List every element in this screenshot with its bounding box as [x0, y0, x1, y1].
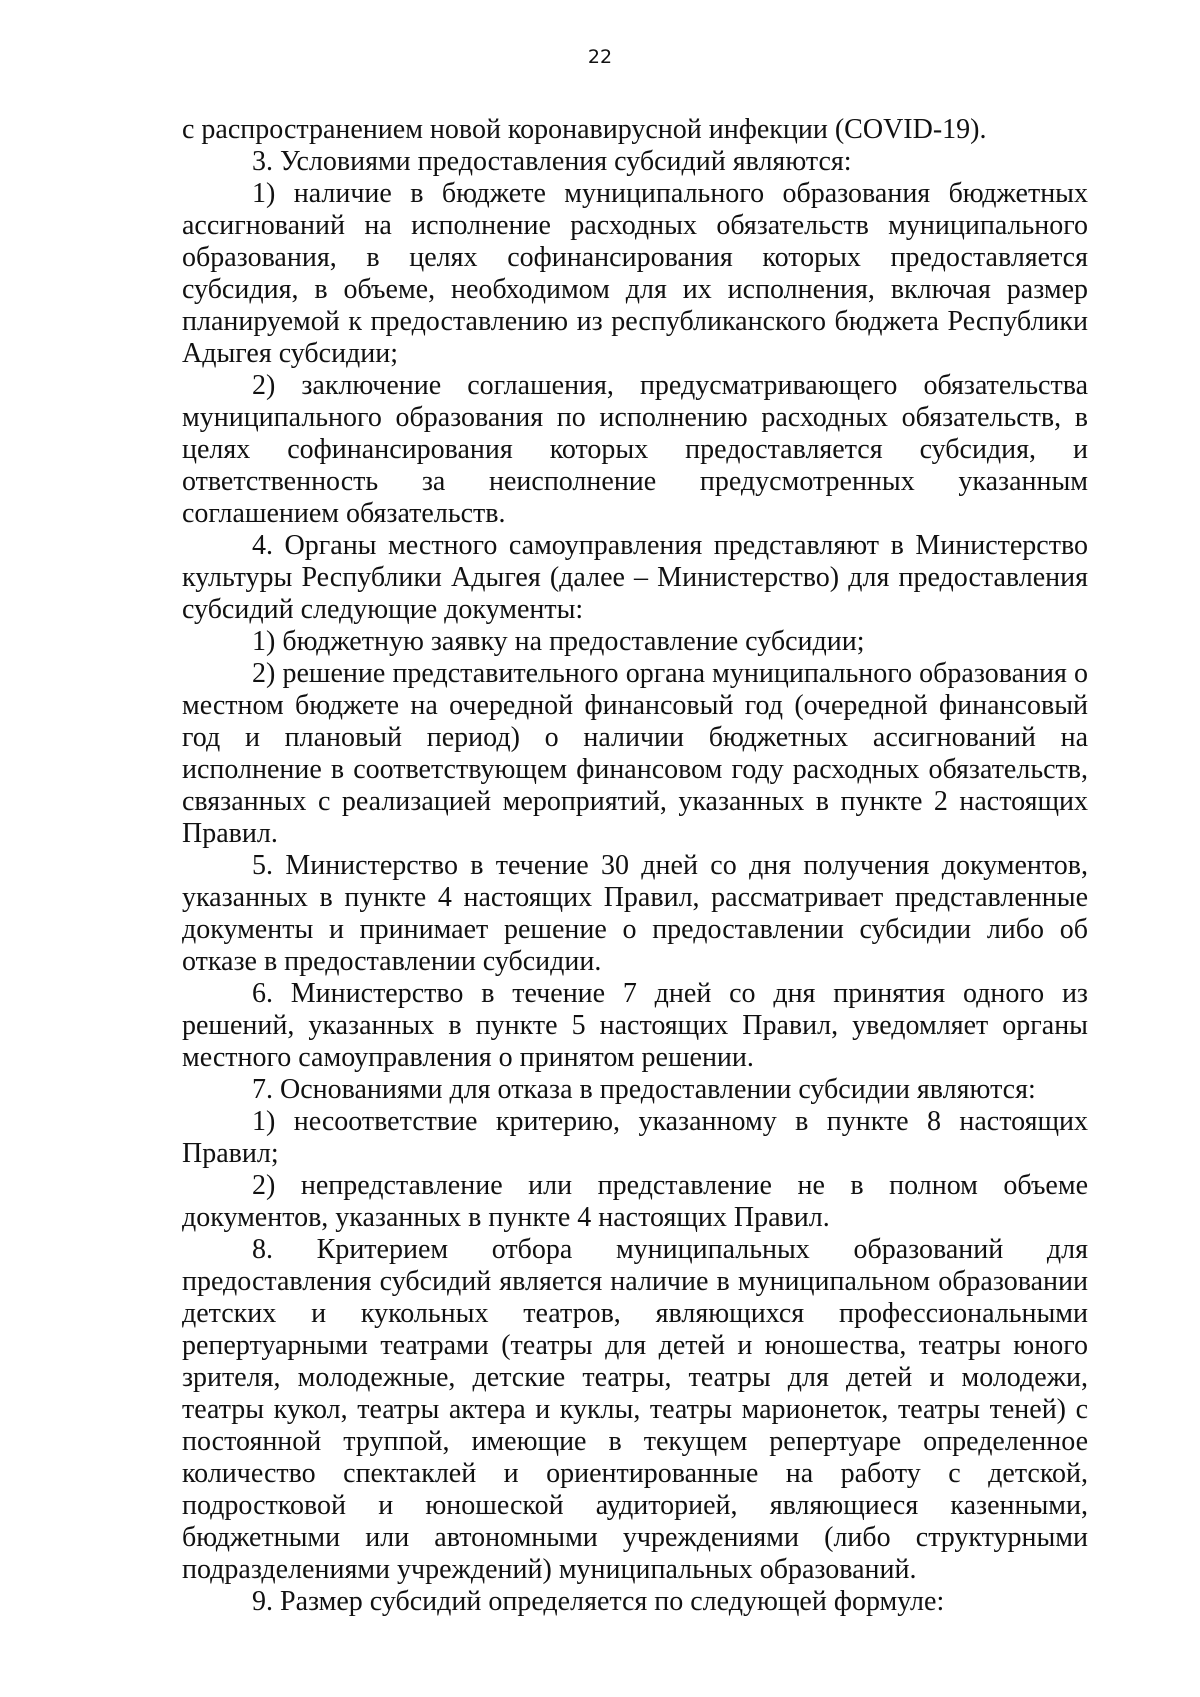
- paragraph-continuation: с распространением новой коронавирусной инфекции (COVID-19).: [182, 114, 987, 145]
- paragraph-item-7: 7. Основаниями для отказа в предоставлении субсидии являются:: [252, 1074, 1036, 1105]
- paragraph-item-4-1: 1) бюджетную заявку на предоставление субсидии;: [252, 626, 865, 657]
- paragraph-item-3: 3. Условиями предоставления субсидий являются:: [252, 146, 852, 177]
- paragraph-item-3-1: 1) наличие в бюджете муниципального образования бюджетных ассигнований на исполнение расходных обязательств муниципального образования, в целях софинансирования которых предоставляется субсидия, в объеме, необходимом для их исполнения, включая размер планируемой к предоставлению из республиканского бюджета Республики Адыгея субсидии;: [182, 178, 1088, 369]
- page-number: 22: [587, 46, 613, 68]
- paragraph-item-7-2: 2) непредставление или представление не в полном объеме документов, указанных в пункте 4 настоящих Правил.: [182, 1170, 1088, 1233]
- paragraph-item-6: 6. Министерство в течение 7 дней со дня принятия одного из решений, указанных в пункте 5 настоящих Правил, уведомляет органы местного самоуправления о принятом решении.: [182, 978, 1088, 1073]
- paragraph-item-7-1: 1) несоответствие критерию, указанному в пункте 8 настоящих Правил;: [182, 1106, 1088, 1169]
- paragraph-item-4-2: 2) решение представительного органа муниципального образования о местном бюджете на очередной финансовый год (очередной финансовый год и плановый период) о наличии бюджетных ассигнований на исполнение в соответствующем финансовом году расходных обязательств, связанных с реализацией мероприятий, указанных в пункте 2 настоящих Правил.: [182, 658, 1088, 849]
- paragraph-item-3-2: 2) заключение соглашения, предусматривающего обязательства муниципального образования по исполнению расходных обязательств, в целях софинансирования которых предоставляется субсидия, и ответственность за неисполнение предусмотренных указанным соглашением обязательств.: [182, 370, 1088, 529]
- paragraph-item-5: 5. Министерство в течение 30 дней со дня получения документов, указанных в пункте 4 настоящих Правил, рассматривает представленные документы и принимает решение о предоставлении субсидии либо об отказе в предоставлении субсидии.: [182, 850, 1088, 977]
- paragraph-item-4: 4. Органы местного самоуправления представляют в Министерство культуры Республики Адыгея (далее – Министерство) для предоставления субсидий следующие документы:: [182, 530, 1088, 625]
- paragraph-item-9: 9. Размер субсидий определяется по следующей формуле:: [252, 1586, 945, 1617]
- document-body: [182, 114, 1088, 1618]
- paragraph-item-8: 8. Критерием отбора муниципальных образований для предоставления субсидий является наличие в муниципальном образовании детских и кукольных театров, являющихся профессиональными репертуарными театрами (театры для детей и юношества, театры юного зрителя, молодежные, детские театры, театры для детей и молодежи, театры кукол, театры актера и куклы, театры марионеток, театры теней) с постоянной труппой, имеющие в текущем репертуаре определенное количество спектаклей и ориентированные на работу с детской, подростковой и юношеской аудиторией, являющиеся казенными, бюджетными или автономными учреждениями (либо структурными подразделениями учреждений) муниципальных образований.: [182, 1234, 1088, 1585]
